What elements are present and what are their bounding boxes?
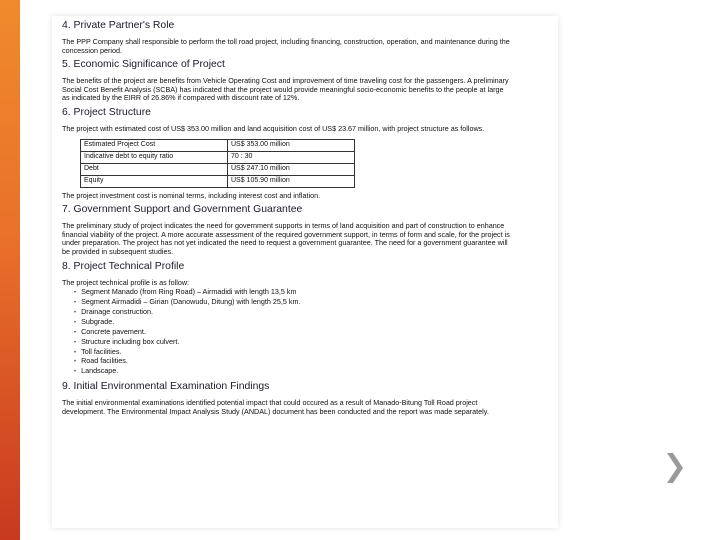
section-heading: 5. Economic Significance of Project	[62, 59, 225, 71]
section-body: The initial environmental examinations identified potential impact that could occured as a result of Manado-Bitung Toll Road project development. The Environmental Impact Analysis Study (ANDAL) document has been conducted and the report was made separately.	[62, 398, 489, 416]
section-body: The project with estimated cost of US$ 353.00 million and land acquisition cost of US$ 23.67 million, with project structure as follows.	[62, 123, 485, 133]
section-body: The benefits of the project are benefits from Vehicle Operating Cost and improvement of time traveling cost for the passengers. A preliminary Social Cost Benefit Analysis (SCBA) has indicated that the project would provide meaningful socio-economic benefits to the people at large as indicated by the EIRR of 26.86% if compared with discount rate of 12%.	[62, 76, 509, 103]
section-body: The project technical profile is as follow:	[62, 277, 190, 287]
chevron-right-icon	[665, 451, 685, 485]
table-row	[81, 175, 355, 187]
section-economic-significance	[62, 59, 510, 103]
orange-accent-strip	[0, 0, 20, 540]
section-technical-profile	[62, 261, 510, 378]
section-heading: 4. Private Partner's Role	[62, 20, 175, 31]
table-cell-label: Equity	[81, 175, 228, 187]
section-body: The PPP Company shall responsible to perform the toll road project, including financing, construction, operation, and maintenance during the concession period.	[62, 37, 510, 55]
document-page	[52, 16, 558, 528]
list-item: • Drainage construction.	[74, 308, 510, 318]
table-row	[81, 163, 355, 175]
table-cell-label: Debt	[81, 163, 228, 175]
project-cost-table	[80, 139, 355, 188]
list-item: • Toll facilities.	[74, 348, 510, 358]
section-private-partner-role	[62, 20, 510, 55]
table-row	[81, 151, 355, 163]
section-government-support	[62, 204, 510, 256]
table-row	[81, 139, 355, 151]
section-heading: 9. Initial Environmental Examination Findings	[62, 381, 270, 393]
section-body: The preliminary study of project indicates the need for government supports in terms of land acquisition and part of construction to enhance financial viability of the project. A more accurate assessment of the required government support, in terms of form and scale, for the project is under preparation. The project has not yet indicated the need to request a government guarantee. The need for a government guarantee will be provided in subsequent studies.	[62, 221, 510, 256]
table-cell-value: US$ 247.10 million	[228, 163, 355, 175]
table-cell-label: Estimated Project Cost	[81, 139, 228, 151]
document-content	[62, 20, 510, 420]
technical-profile-list	[74, 288, 510, 377]
list-item: • Subgrade.	[74, 318, 510, 328]
table-cell-value: 70 : 30	[228, 151, 355, 163]
section-heading: 7. Government Support and Government Guarantee	[62, 204, 303, 216]
section-heading: 6. Project Structure	[62, 106, 151, 118]
section-note: The project investment cost is nominal terms, including interest cost and inflation.	[62, 190, 321, 200]
list-item: • Segment Manado (from Ring Road) – Airmadidi with length 13,5 km	[74, 288, 510, 298]
table-cell-label: Indicative debt to equity ratio	[81, 151, 228, 163]
section-project-structure	[62, 107, 510, 200]
list-item: • Segment Airmadidi – Girian (Danowudu, Ditung) with length 25,5 km.	[74, 298, 510, 308]
next-slide-button[interactable]	[660, 446, 690, 490]
table-cell-value: US$ 105.90 million	[228, 175, 355, 187]
list-item: • Landscape.	[74, 367, 510, 377]
section-heading: 8. Project Technical Profile	[62, 260, 185, 272]
list-item: • Road facilities.	[74, 357, 510, 367]
list-item: • Structure including box culvert.	[74, 338, 510, 348]
table-cell-value: US$ 353.00 million	[228, 139, 355, 151]
list-item: • Concrete pavement.	[74, 328, 510, 338]
section-environmental-findings	[62, 381, 510, 416]
